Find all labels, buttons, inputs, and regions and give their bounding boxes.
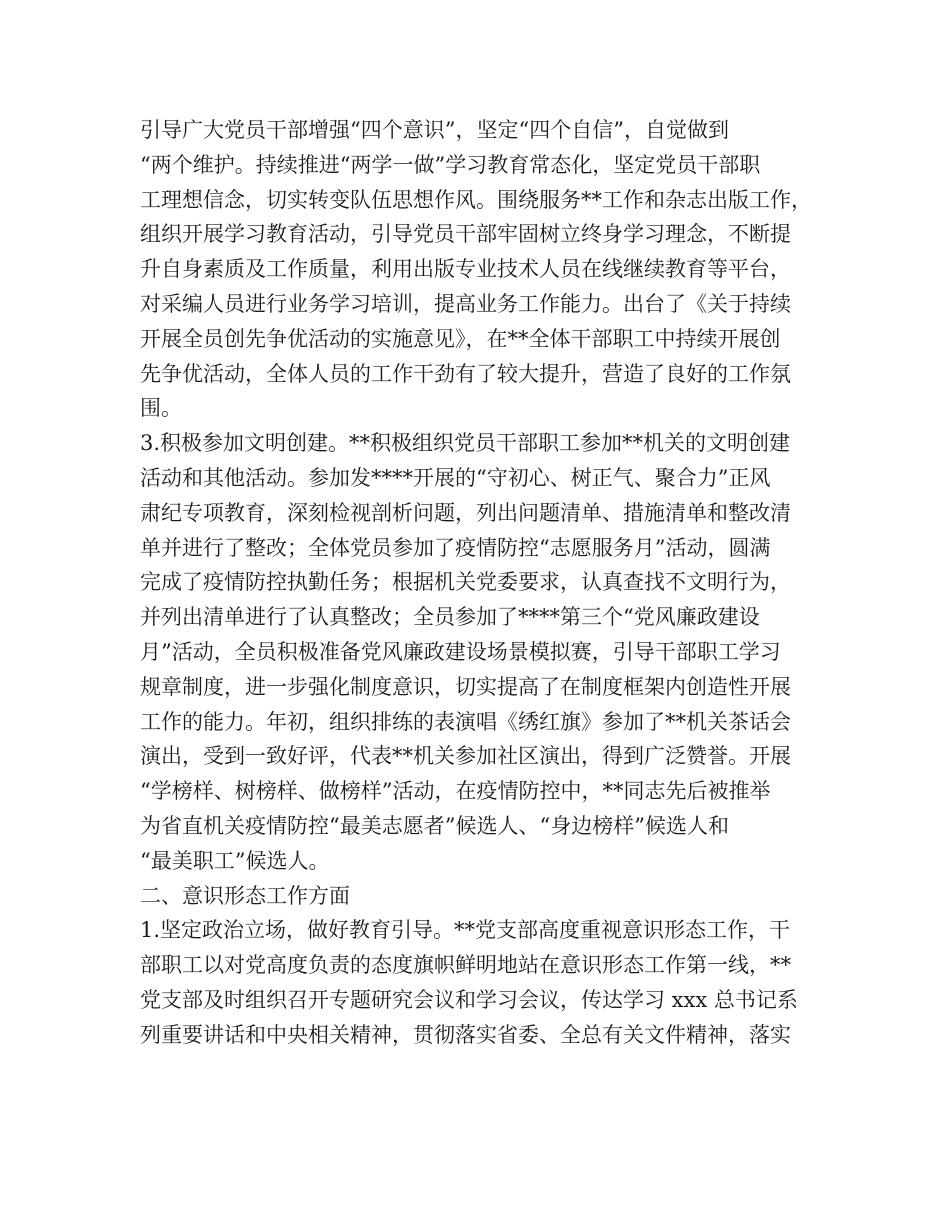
text-line: 工作的能力。年初，组织排练的表演唱《绣红旗》参加了**机关茶话会 xyxy=(140,709,791,734)
text-line: 升自身素质及工作质量，利用出版专业技术人员在线继续教育等平台， xyxy=(140,257,791,282)
text-line: 为省直机关疫情防控“最美志愿者”候选人、“身边榜样”候选人和 xyxy=(140,813,729,838)
text-line: 月”活动，全员积极准备党风廉政建设场景模拟赛，引导干部职工学习 xyxy=(140,639,781,664)
text-line: “学榜样、树榜样、做榜样”活动，在疫情防控中，**同志先后被推举 xyxy=(140,779,771,804)
text-line: 对采编人员进行业务学习培训，提高业务工作能力。出台了《关于持续 xyxy=(140,291,791,316)
text-line: 并列出清单进行了认真整改；全员参加了****第三个“党风廉政建设 xyxy=(140,605,760,630)
text-line: 列重要讲话和中央相关精神，贯彻落实省委、全总有关文件精神，落实 xyxy=(140,1022,791,1047)
text-line: 部职工以对党高度负责的态度旗帜鲜明地站在意识形态工作第一线，** xyxy=(140,953,791,978)
text-line: 先争优活动，全体人员的工作干劲有了较大提升，营造了良好的工作氛 xyxy=(140,361,791,386)
text-line: 单并进行了整改；全体党员参加了疫情防控“志愿服务月”活动，圆满 xyxy=(140,535,771,560)
text-line: 引导广大党员干部增强“四个意识”，坚定“四个自信”，自觉做到 xyxy=(140,118,729,142)
text-line: 组织开展学习教育活动，引导党员干部牢固树立终身学习理念，不断提 xyxy=(140,222,791,247)
text-line: 开展全员创先争优活动的实施意见》，在**全体干部职工中持续开展创 xyxy=(140,326,781,351)
text-line: 围。 xyxy=(140,396,182,421)
text-line: 活动和其他活动。参加发****开展的“守初心、树正气、聚合力”正风 xyxy=(140,465,771,490)
text-line: 规章制度，进一步强化制度意识，切实提高了在制度框架内创造性开展 xyxy=(140,674,791,699)
text-line: 3.积极参加文明创建。**积极组织党员干部职工参加**机关的文明创建 xyxy=(140,431,791,456)
text-line: 1.坚定政治立场，做好教育引导。**党支部高度重视意识形态工作，干 xyxy=(140,918,791,943)
text-line: 演出，受到一致好评，代表**机关参加社区演出，得到广泛赞誉。开展 xyxy=(140,744,791,769)
text-line: “最美职工”候选人。 xyxy=(140,848,330,873)
text-line: 肃纪专项教育，深刻检视剖析问题，列出问题清单、措施清单和整改清 xyxy=(140,500,791,525)
text-line: 工理想信念，切实转变队伍思想作风。围绕服务**工作和杂志出版工作， xyxy=(140,187,812,212)
text-line: 党支部及时组织召开专题研究会议和学习会议，传达学习 xxx 总书记系 xyxy=(140,987,798,1012)
text-line: “两个维护。持续推进“两学一做”学习教育常态化，坚定党员干部职 xyxy=(140,152,761,177)
body-text xyxy=(140,113,830,1053)
text-line: 完成了疫情防控执勤任务；根据机关党委要求，认真查找不文明行为， xyxy=(140,570,791,595)
section-heading: 二、意识形态工作方面 xyxy=(140,883,350,908)
